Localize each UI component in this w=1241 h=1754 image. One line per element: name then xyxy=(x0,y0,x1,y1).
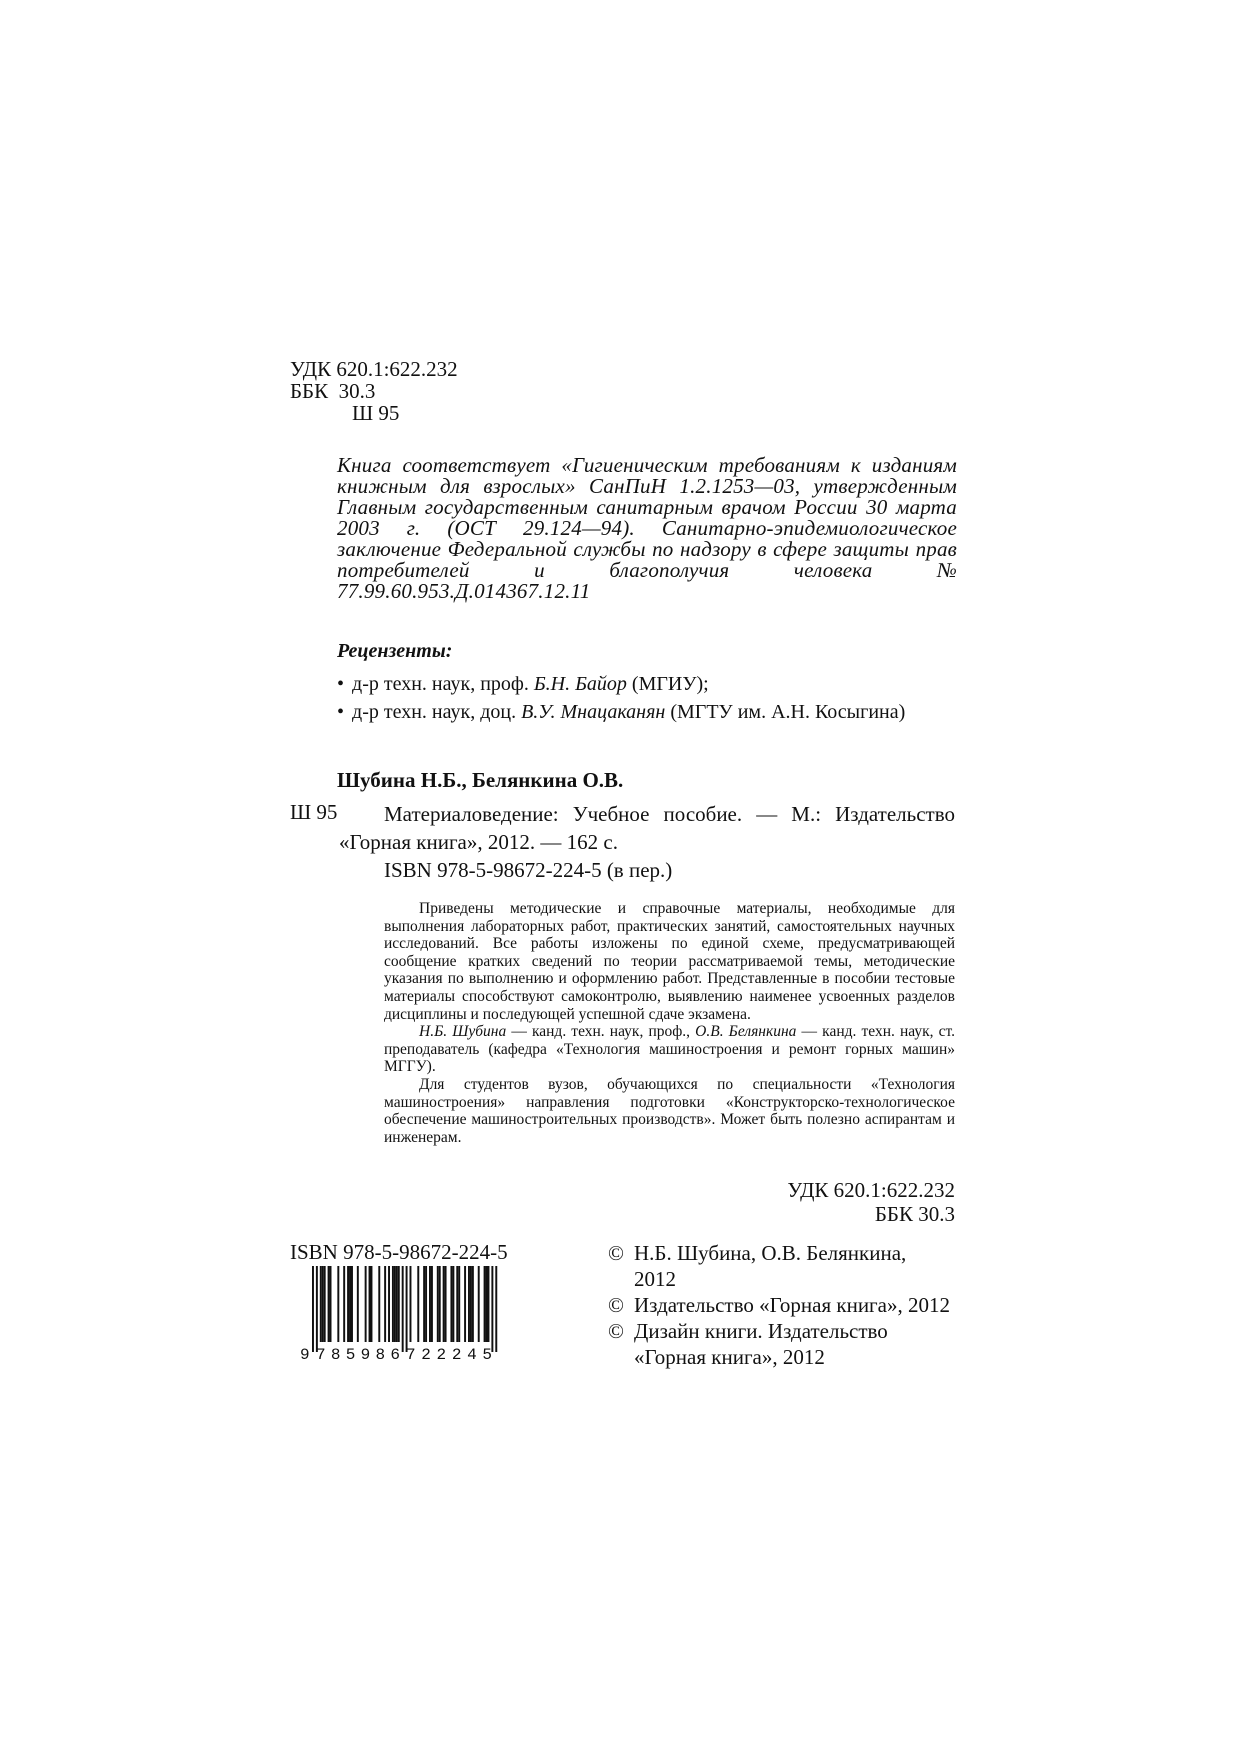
barcode-bar xyxy=(484,1266,486,1342)
barcode-bar xyxy=(320,1266,322,1342)
barcode-bar xyxy=(369,1266,371,1342)
barcode-bar xyxy=(398,1266,400,1342)
barcode-bar xyxy=(443,1266,445,1342)
author-info: — канд. техн. наук, проф., xyxy=(506,1023,696,1041)
annotation-authors-paragraph xyxy=(384,1023,955,1076)
barcode-bar xyxy=(365,1266,367,1342)
barcode-bar xyxy=(349,1266,351,1342)
copyright-publisher xyxy=(608,1292,968,1318)
barcode-bar xyxy=(357,1266,359,1342)
barcode-bar xyxy=(491,1266,493,1352)
barcode-bar xyxy=(478,1266,480,1342)
bib-title-line: Материаловедение: Учебное пособие. — М.: Издательство xyxy=(384,802,955,826)
barcode-bar xyxy=(425,1266,427,1342)
udk-code: УДК 620.1:622.232 xyxy=(787,1178,955,1202)
barcode-bar xyxy=(378,1266,380,1342)
barcode-bar xyxy=(486,1266,488,1342)
barcode-bar xyxy=(464,1266,466,1342)
barcode-bar xyxy=(388,1266,390,1342)
copyright-icon: © xyxy=(608,1319,624,1343)
reviewers-list xyxy=(337,670,905,726)
author-mark: Ш 95 xyxy=(352,401,400,425)
barcode-bar xyxy=(445,1266,447,1342)
barcode-digits-left: 785986 xyxy=(316,1346,400,1361)
bbk-code: ББК 30.3 xyxy=(290,379,376,403)
copyright-year: 2012 xyxy=(634,1267,676,1291)
classification-bottom xyxy=(700,1178,955,1226)
barcode-bar xyxy=(347,1266,349,1342)
copyright-design xyxy=(608,1318,968,1344)
barcode-bar xyxy=(396,1266,398,1342)
barcode-bar xyxy=(322,1266,324,1342)
reviewer-affiliation: (МГИУ); xyxy=(626,673,709,695)
copyright-block xyxy=(608,1240,968,1370)
barcode-bar xyxy=(324,1266,326,1342)
reviewer-item xyxy=(337,698,905,726)
copyright-design-publisher: «Горная книга», 2012 xyxy=(634,1345,825,1369)
barcode-bar xyxy=(468,1266,470,1342)
bib-code: Ш 95 xyxy=(290,800,338,824)
hygiene-note: Книга соответствует «Гигиеническим требованиям к изданиям книжным для взрослых» СанПиН 1.2.1253—03, утвержденным Главным государственным санитарным врачом России 30 марта 2003 г. (ОСТ 29.124—94). Санитарно-эпидемиологическое заключение Федеральной службы по надзору в сфере защиты прав потребителей и благополучия человека № 77.99.60.953.Д.014367.12.11 xyxy=(337,453,957,603)
book-authors: Шубина Н.Б., Белянкина О.В. xyxy=(337,768,624,792)
author-info: — канд. техн. наук, ст. преподаватель (кафедра «Технология машиностроения и ремонт горных машин» МГГУ). xyxy=(384,1023,955,1076)
barcode-bar xyxy=(330,1266,332,1342)
copyright-text: Дизайн книги. Издательство xyxy=(634,1319,888,1343)
barcode-bar xyxy=(439,1266,441,1342)
annotation xyxy=(384,900,955,1146)
barcode-bar xyxy=(456,1266,458,1342)
classification-block xyxy=(290,358,458,424)
barcode-bar xyxy=(458,1266,460,1342)
barcode-bar xyxy=(423,1266,425,1342)
copyright-text: Издательство «Горная книга», 2012 xyxy=(634,1293,950,1317)
barcode-bar xyxy=(431,1266,433,1342)
barcode-bar xyxy=(495,1266,497,1352)
barcode-bar xyxy=(429,1266,431,1342)
bib-isbn-line: ISBN 978-5-98672-224-5 (в пер.) xyxy=(384,858,673,882)
bibliographic-record xyxy=(339,800,955,884)
annotation-paragraph: Приведены методические и справочные материалы, необходимые для выполнения лабораторных работ, практических занятий, самостоятельных научных исследований. Все работы изложены по единой схеме, предусматривающей сообщение кратких сведений по теории рассматриваемой темы, методические указания по выполнению и оформлению работ. Представленные в пособии тестовые материалы способствуют самоконтролю, выявлению наименее усвоенных разделов дисциплины и последующей успешной сдаче экзамена. xyxy=(384,900,955,1023)
reviewer-item xyxy=(337,670,905,698)
barcode-bar xyxy=(472,1266,474,1342)
barcode-bar xyxy=(343,1266,345,1342)
barcode-bar xyxy=(410,1266,412,1342)
barcode-bar xyxy=(452,1266,454,1342)
annotation-audience-paragraph: Для студентов вузов, обучающихся по специальности «Технология машиностроения» направления подготовки «Конструкторско-технологическое обеспечение машиностроительных производств». Может быть полезно аспирантам и инженерам. xyxy=(384,1075,955,1146)
isbn-text: ISBN 978-5-98672-224-5 xyxy=(290,1240,508,1264)
copyright-text: Н.Б. Шубина, О.В. Белянкина, xyxy=(634,1241,907,1265)
copyright-authors xyxy=(608,1240,968,1266)
barcode-digit-first: 9 xyxy=(300,1346,310,1361)
reviewer-name: Б.Н. Байор xyxy=(533,673,627,695)
barcode-bar xyxy=(417,1266,419,1342)
barcode-digits-right: 722245 xyxy=(406,1346,492,1361)
udk-code: УДК 620.1:622.232 xyxy=(290,357,458,381)
reviewer-name: В.У. Мнацаканян xyxy=(521,701,666,723)
barcode-bar xyxy=(316,1266,318,1352)
barcode-bar xyxy=(450,1266,452,1342)
barcode-bar xyxy=(337,1266,339,1342)
barcode-bar xyxy=(470,1266,472,1342)
barcode-bar xyxy=(351,1266,353,1342)
barcode-bar xyxy=(312,1266,314,1352)
barcode-bar xyxy=(328,1266,330,1342)
copyright-icon: © xyxy=(608,1293,624,1317)
bib-publisher-line: «Горная книга», 2012. — 162 с. xyxy=(339,830,618,854)
barcode-bar xyxy=(402,1266,404,1352)
barcode-bar xyxy=(371,1266,373,1342)
bbk-code: ББК 30.3 xyxy=(874,1202,955,1226)
reviewer-degree: д-р техн. наук, проф. xyxy=(352,673,534,695)
reviewer-affiliation: (МГТУ им. А.Н. Косыгина) xyxy=(665,701,906,723)
barcode-bar xyxy=(437,1266,439,1342)
barcode-bar xyxy=(406,1266,408,1352)
reviewer-degree: д-р техн. наук, доц. xyxy=(352,701,522,723)
reviewers-title: Рецензенты: xyxy=(337,640,453,662)
copyright-icon: © xyxy=(608,1241,624,1265)
barcode-bar xyxy=(488,1266,490,1342)
barcode-bar xyxy=(392,1266,394,1342)
barcode-bar xyxy=(384,1266,386,1342)
author-name: Н.Б. Шубина xyxy=(419,1023,507,1041)
author-name: О.В. Белянкина xyxy=(695,1023,797,1041)
barcode-bar xyxy=(394,1266,396,1342)
isbn-barcode xyxy=(300,1266,500,1361)
